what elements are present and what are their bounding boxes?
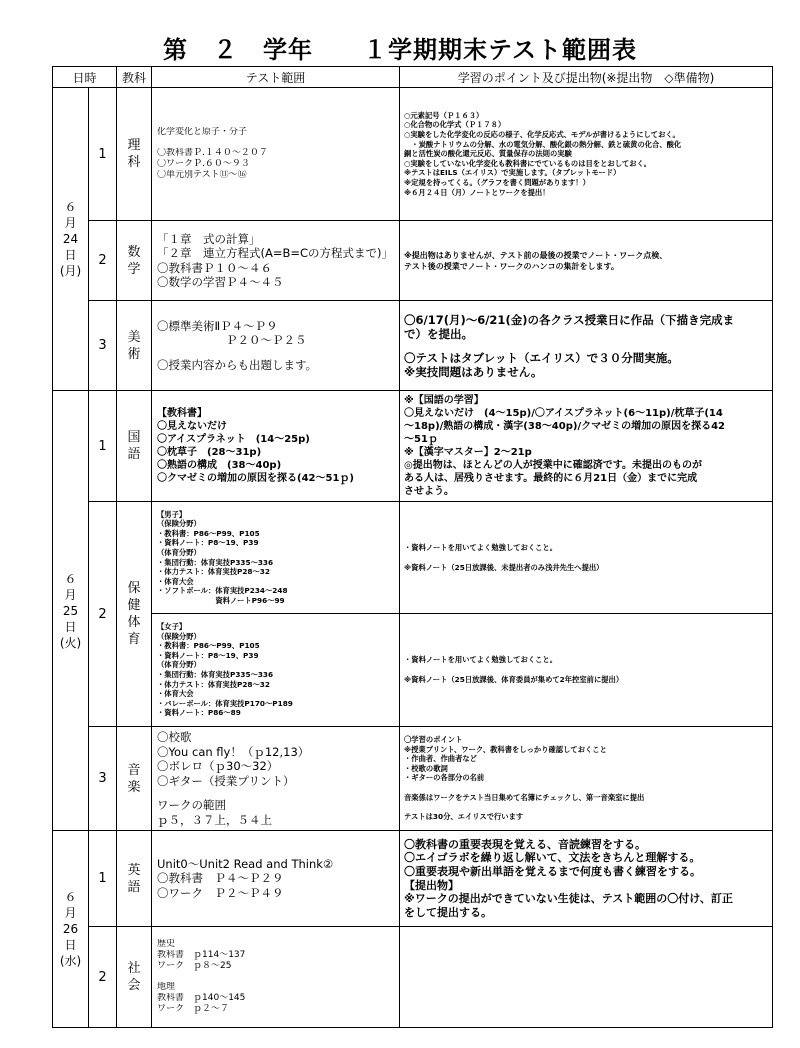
- text-line: 〇重要表現や新出単語を覚えるまで何度も書く練習をする。: [404, 864, 702, 878]
- text-line: 数: [127, 244, 141, 260]
- text-line: 月: [64, 906, 77, 920]
- text-line: [404, 802, 768, 812]
- text-line: 〇教科書Ｐ１０～４６: [157, 260, 273, 275]
- date-cell: [53, 391, 89, 831]
- text-line: 「１章 式の計算」: [157, 231, 261, 246]
- page-title: 第 ２ 学年 １学期期末テスト範囲表: [162, 36, 638, 64]
- table-row: [53, 727, 773, 831]
- text-line: 術: [127, 346, 141, 362]
- text-line: 社: [127, 961, 141, 976]
- test-range-table: [52, 66, 773, 1028]
- text-line: ・校歌の歌詞: [404, 763, 448, 773]
- text-line: 〇ワーク Ｐ２～Ｐ４９: [157, 885, 284, 900]
- text-line: 「２章 連立方程式(A=B=Cの方程式まで)」: [157, 246, 394, 260]
- text-line: [404, 341, 768, 351]
- text-line: ・教科書：P86～P99、P105: [157, 641, 260, 651]
- text-line: 〇クマゼミの増加の原因を探る(42～51ｐ): [157, 473, 354, 484]
- text-line: [157, 348, 394, 358]
- table-row: [53, 927, 773, 1028]
- text-line: ※６月２４日（月）ノートとワークを提出！: [404, 187, 550, 197]
- text-line: 〇見えないだけ (4～15p)/〇アイスプラネット(6～11p)/枕草子(14: [404, 408, 723, 419]
- text-line: ６: [64, 200, 77, 214]
- text-line: [404, 783, 768, 793]
- text-line: 〇見えないだけ: [157, 421, 228, 432]
- text-line: 科: [127, 155, 141, 170]
- text-line: ・集団行動：体育実技P335～336: [157, 670, 274, 679]
- text-line: 【女子】: [157, 622, 187, 632]
- text-line: 日: [64, 619, 77, 634]
- text-line: 〇枕草子 (28～31p): [157, 447, 262, 458]
- text-line: 【教科書】: [157, 408, 208, 419]
- text-line: 〇ワークＰ.６０～９３: [157, 159, 250, 169]
- table-row: [53, 831, 773, 927]
- text-line: 日: [64, 938, 77, 952]
- text-line: ・資料ノート：P8～19、P39: [157, 538, 259, 548]
- text-line: ○元素記号（Ｐ１６３）: [404, 110, 484, 120]
- range-cell: [152, 614, 400, 727]
- text-line: で）を提出。: [404, 326, 474, 341]
- text-line: [157, 138, 394, 148]
- text-line: 〇教科書Ｐ.１４０～２０７: [157, 148, 268, 158]
- text-line: ・体育大会: [157, 576, 194, 586]
- text-line: ・体力テスト：体育実技P28～32: [157, 567, 270, 577]
- text-line: （体育分野）: [157, 660, 201, 670]
- range-cell: [152, 301, 400, 391]
- text-line: ※定規を持ってくる。（グラフを書く問題があります！）: [404, 177, 590, 187]
- text-line: 歴史: [157, 939, 176, 949]
- text-line: ワーク ｐ８～25: [157, 961, 232, 971]
- text-line: 会: [127, 978, 141, 993]
- text-line: 銅と活性炭の酸化還元反応、質量保存の法則の実験: [404, 149, 572, 159]
- subject-cell: [117, 88, 152, 221]
- text-line: ※資料ノート（25日放課後、未提出者のみ浅井先生へ提出）: [404, 562, 604, 572]
- header-range: テスト範囲: [152, 67, 400, 88]
- text-line: [157, 788, 394, 798]
- table-row: [53, 502, 773, 614]
- text-line: ・集団行動：体育実技P335～336: [157, 557, 274, 567]
- text-line: ～18p)/熟語の構成・漢字(38～40p)/クマゼミの増加の原因を探る42: [404, 421, 726, 432]
- text-line: ワーク ｐ２～７: [157, 1004, 230, 1014]
- subject-cell: [117, 727, 152, 831]
- text-line: ※ワークの提出ができていない生徒は、テスト範囲の〇付け、訂正: [404, 892, 733, 906]
- text-line: 日: [64, 248, 77, 262]
- range-cell: [152, 391, 400, 502]
- text-line: 月: [64, 216, 77, 230]
- text-line: ○実験をしていない化学変化も教科書にでているものは目をとおしておく。: [404, 158, 652, 168]
- text-line: 月: [64, 587, 77, 602]
- text-line: をして提出する。: [404, 905, 493, 919]
- text-line: 【男子】: [157, 509, 187, 519]
- text-line: 語: [127, 447, 141, 462]
- text-line: 〇エイゴラボを繰り返し解いて、文法をきちんと理解する。: [404, 851, 701, 865]
- text-line: 国: [127, 430, 141, 445]
- text-line: テスト後の授業でノート・ワークのハンコの集計をします。: [404, 261, 619, 271]
- text-line: 健: [127, 598, 141, 613]
- text-line: 体: [127, 615, 141, 630]
- header-row: [53, 67, 773, 88]
- text-line: 【提出物】: [404, 878, 460, 892]
- points-cell: [400, 88, 773, 221]
- text-line: 〇学習のポイント: [404, 734, 463, 744]
- text-line: ・バレーボール：体育実技P170～P189: [157, 698, 293, 708]
- text-line: ・資料ノートを用いてよく勉強しておくこと。: [404, 542, 558, 552]
- points-cell: [400, 221, 773, 301]
- text-line: 〇6/17(月)～6/21(金)の各クラス授業日に作品（下描き完成ま: [404, 312, 735, 327]
- header-date: 日時: [53, 67, 117, 88]
- text-line: 語: [127, 879, 141, 895]
- text-line: 26: [62, 922, 79, 936]
- text-line: 〇アイスプラネット (14～25p): [157, 434, 310, 445]
- text-line: ※テストはEILS（エイリス）で実施します。（タブレットモード）: [404, 168, 621, 178]
- text-line: Ｐ２０～Ｐ２５: [157, 333, 307, 348]
- text-line: ※実技問題はありません。: [404, 364, 543, 379]
- text-line: ※提出物はありませんが、テスト前の最後の授業でノート・ワーク点検、: [404, 250, 668, 260]
- text-line: ・資料ノート：P86～89: [157, 708, 241, 718]
- text-line: 資料ノートP96～99: [157, 595, 285, 605]
- text-line: 保: [127, 581, 141, 596]
- text-line: ・資料ノート：P8～19、P39: [157, 650, 259, 660]
- points-cell: [400, 614, 773, 727]
- text-line: 音楽係はワークをテスト当日集めて名簿にチェックし、第一音楽室に提出: [404, 792, 645, 802]
- text-line: ・体育大会: [157, 689, 194, 699]
- text-line: ・作曲者、作曲者など: [404, 754, 477, 764]
- text-line: （体育分野）: [157, 547, 201, 557]
- points-cell: [400, 927, 773, 1028]
- text-line: 美: [127, 329, 141, 345]
- text-line: [404, 553, 768, 563]
- text-line: テストは30分、エイリスで行います: [404, 812, 524, 822]
- text-line: ※資料ノート（25日放課後、体育委員が集めて2年控室前に提出）: [404, 675, 624, 684]
- date-cell: [53, 88, 89, 391]
- text-line: 学: [127, 261, 141, 277]
- points-cell: [400, 831, 773, 927]
- range-cell: [152, 727, 400, 831]
- table-row: [53, 88, 773, 221]
- text-line: 英: [127, 862, 141, 878]
- text-line: 〇校歌: [157, 730, 192, 744]
- text-line: ・ギターの各部分の名前: [404, 773, 485, 783]
- table-row: [53, 301, 773, 391]
- range-cell: [152, 88, 400, 221]
- points-cell: [400, 391, 773, 502]
- text-line: ・炭酸ナトリウムの分解、水の電気分解、酸化銀の熱分解、鉄と硫黄の化合、酸化: [404, 139, 682, 149]
- subject-cell: [117, 221, 152, 301]
- text-line: ・ソフトボール：体育実技P234～248: [157, 586, 288, 596]
- text-line: [157, 972, 394, 982]
- header-subject: 教科: [117, 67, 152, 88]
- text-line: 〇教科書の重要表現を覚える、音読練習をする。: [404, 837, 647, 851]
- period-cell: 2: [89, 927, 117, 1028]
- text-line: (火): [59, 635, 82, 650]
- text-line: 24: [62, 232, 79, 246]
- subject-cell: [117, 831, 152, 927]
- text-line: 25: [62, 603, 79, 618]
- period-cell: 1: [89, 88, 117, 221]
- points-cell: [400, 727, 773, 831]
- text-line: （保険分野）: [157, 631, 201, 641]
- points-cell: [400, 301, 773, 391]
- range-cell: [152, 927, 400, 1028]
- text-line: ある人は、居残りさせます。最終的に６月21日（金）までに完成: [404, 473, 698, 484]
- subject-cell: [117, 301, 152, 391]
- table-row: [53, 614, 773, 727]
- table-row: [53, 221, 773, 301]
- text-line: 音: [127, 762, 141, 778]
- text-line: ・資料ノートを用いてよく勉強しておくこと。: [404, 655, 558, 665]
- text-line: 〇テストはタブレット（エイリス）で３０分間実施。: [404, 350, 679, 365]
- text-line: 〇授業内容からも出題します。: [157, 357, 318, 372]
- text-line: 地理: [157, 982, 176, 992]
- text-line: ６: [64, 571, 77, 586]
- text-line: 〇単元別テスト⑪～⑯: [157, 170, 247, 180]
- text-line: 〇熟語の構成 (38～40p): [157, 460, 282, 471]
- text-line: （保険分野）: [157, 519, 201, 529]
- text-line: ※【漢字マスター】2～21p: [404, 447, 532, 458]
- date-cell: [53, 831, 89, 1028]
- period-cell: 1: [89, 391, 117, 502]
- text-line: (水): [59, 954, 82, 968]
- text-line: ｐ５，３７上，５４上: [157, 812, 273, 827]
- period-cell: 2: [89, 221, 117, 301]
- text-line: ・体力テスト：体育実技P28～32: [157, 679, 270, 689]
- text-line: 育: [127, 632, 141, 647]
- text-line: ～51ｐ: [404, 434, 438, 445]
- range-cell: [152, 831, 400, 927]
- text-line: ○実験をした化学変化の反応の様子、化学反応式、モデルが書けるようにしておく。: [404, 130, 680, 140]
- text-line: ・教科書：P86～P99、P105: [157, 528, 260, 538]
- text-line: [404, 665, 768, 675]
- subject-cell: [117, 391, 152, 502]
- subject-cell: [117, 502, 152, 727]
- text-line: ◎提出物は、ほとんどの人が授業中に確認済です。未提出のものが: [404, 460, 702, 471]
- text-line: 化学変化と原子・分子: [157, 127, 248, 137]
- text-line: 〇ギター（授業プリント）: [157, 773, 295, 788]
- text-line: 〇数学の学習Ｐ４～４５: [157, 275, 284, 289]
- header-points: 学習のポイント及び提出物(※提出物 ◇準備物): [400, 67, 773, 88]
- text-line: させよう。: [404, 486, 455, 497]
- range-cell: [152, 221, 400, 301]
- text-line: ※【国語の学習】: [404, 395, 484, 406]
- text-line: 教科書 ｐ140～145: [157, 993, 246, 1003]
- text-line: 教科書 ｐ114～137: [157, 950, 246, 960]
- text-line: ６: [64, 890, 77, 904]
- range-cell: [152, 502, 400, 614]
- text-line: 〇標準美術ⅡＰ４～Ｐ９: [157, 318, 278, 333]
- period-cell: 3: [89, 727, 117, 831]
- subject-cell: [117, 927, 152, 1028]
- period-cell: 3: [89, 301, 117, 391]
- text-line: (月): [59, 264, 82, 278]
- text-line: Unit0～Unit2 Read and Think②: [157, 856, 334, 871]
- text-line: 〇教科書 Ｐ４～Ｐ２９: [157, 871, 284, 886]
- text-line: ○化合物の化学式（Ｐ１７８）: [404, 120, 506, 130]
- points-cell: [400, 502, 773, 614]
- text-line: ワークの範囲: [157, 798, 227, 812]
- text-line: 〇You can fly！（ｐ12,13）: [157, 744, 310, 759]
- text-line: 理: [127, 138, 141, 153]
- text-line: ※授業プリント、ワーク、教科書をしっかり確認しておくこと: [404, 744, 607, 754]
- table-row: [53, 391, 773, 502]
- text-line: 〇ボレロ（ｐ30～32）: [157, 759, 279, 773]
- text-line: 楽: [127, 779, 141, 795]
- period-cell: 2: [89, 502, 117, 727]
- period-cell: 1: [89, 831, 117, 927]
